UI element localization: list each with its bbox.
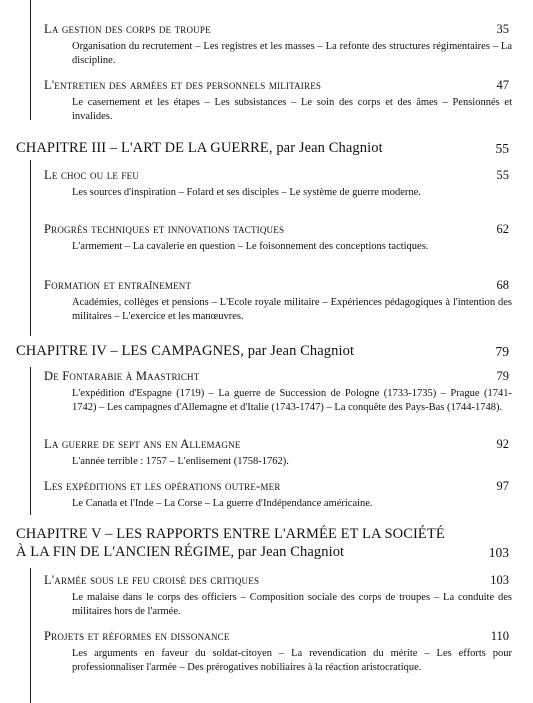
- chapter-title-line2: À LA FIN DE L'ANCIEN RÉGIME, par Jean Chagniot: [16, 544, 345, 560]
- section-title: La guerre de sept ans en Allemagne: [44, 437, 241, 451]
- chapter-rule: [30, 367, 31, 515]
- section-title: L'entretien des armées et des personnels militaires: [44, 78, 322, 92]
- section-title: Progrès techniques et innovations tactiques: [44, 222, 285, 236]
- page-number: 79: [496, 369, 509, 383]
- page-number: 47: [496, 78, 509, 92]
- page-number: 79: [495, 344, 509, 359]
- section-title: Le choc ou le feu: [44, 168, 140, 182]
- page-number: 68: [496, 278, 509, 292]
- section-description: Le casernement et les étapes – Les subsistances – Le soin des corps et des âmes – Pensionnés et invalides.: [72, 97, 512, 122]
- chapter-title: CHAPITRE V – LES RAPPORTS ENTRE L'ARMÉE ET LA SOCIÉTÉ: [16, 526, 445, 542]
- section-description: L'expédition d'Espagne (1719) – La guerre de Succession de Pologne (1733-1735) – Prague (1741-1742) – Les campagnes d'Allemagne et d'Italie (1743-1747) – La conquête des Pays-Bas (1744-1748).: [72, 388, 512, 413]
- chapter-rule: [30, 568, 31, 703]
- section-title: Formation et entraînement: [44, 278, 192, 292]
- section-description: Le malaise dans le corps des officiers – Composition sociale des corps de troupes – La conduite des militaires hors de l'armée.: [72, 592, 512, 617]
- page-number: 92: [496, 437, 509, 451]
- section-description: Académies, collèges et pensions – L'Ecole royale militaire – Expériences pédagogiques à l'intention des militaires – L'exercice et les manœuvres.: [72, 297, 512, 322]
- section-description: L'année terrible : 1757 – L'enlisement (1758-1762).: [72, 456, 289, 467]
- page-number: 62: [496, 222, 509, 236]
- section-title: Projets et réformes en dissonance: [44, 629, 230, 643]
- page-number: 103: [490, 573, 509, 587]
- section-title: La gestion des corps de troupe: [44, 22, 211, 36]
- chapter-title: CHAPITRE III – L'ART DE LA GUERRE, par Jean Chagniot: [16, 140, 383, 156]
- page-number: 55: [495, 141, 509, 156]
- section-description: Les sources d'inspiration – Folard et ses disciples – Le système de guerre moderne.: [72, 187, 421, 198]
- section-description: Les arguments en faveur du soldat-citoyen – La revendication du mérite – Les efforts pour professionnaliser l'armée – Des prérogatives nobiliaires à la réaction aristocratique.: [72, 648, 512, 673]
- chapter-title: CHAPITRE IV – LES CAMPAGNES, par Jean Chagniot: [16, 343, 355, 359]
- page-number: 35: [496, 22, 509, 36]
- page-number: 103: [488, 545, 509, 560]
- page-number: 110: [490, 629, 509, 643]
- page-number: 97: [496, 479, 509, 493]
- section-description: L'armement – La cavalerie en question – Le foisonnement des conceptions tactiques.: [72, 241, 429, 252]
- section-description: Le Canada et l'Inde – La Corse – La guerre d'Indépendance américaine.: [72, 498, 373, 509]
- chapter-rule: [30, 160, 31, 336]
- section-title: De Fontarabie à Maastricht: [44, 369, 200, 383]
- chapter-rule: [30, 0, 31, 120]
- section-title: L'armée sous le feu croisé des critiques: [44, 573, 260, 587]
- section-description: Organisation du recrutement – Les registres et les masses – La refonte des structures régimentaires – La discipline.: [72, 41, 512, 66]
- page-number: 55: [496, 168, 509, 182]
- section-title: Les expéditions et les opérations outre-mer: [44, 479, 281, 493]
